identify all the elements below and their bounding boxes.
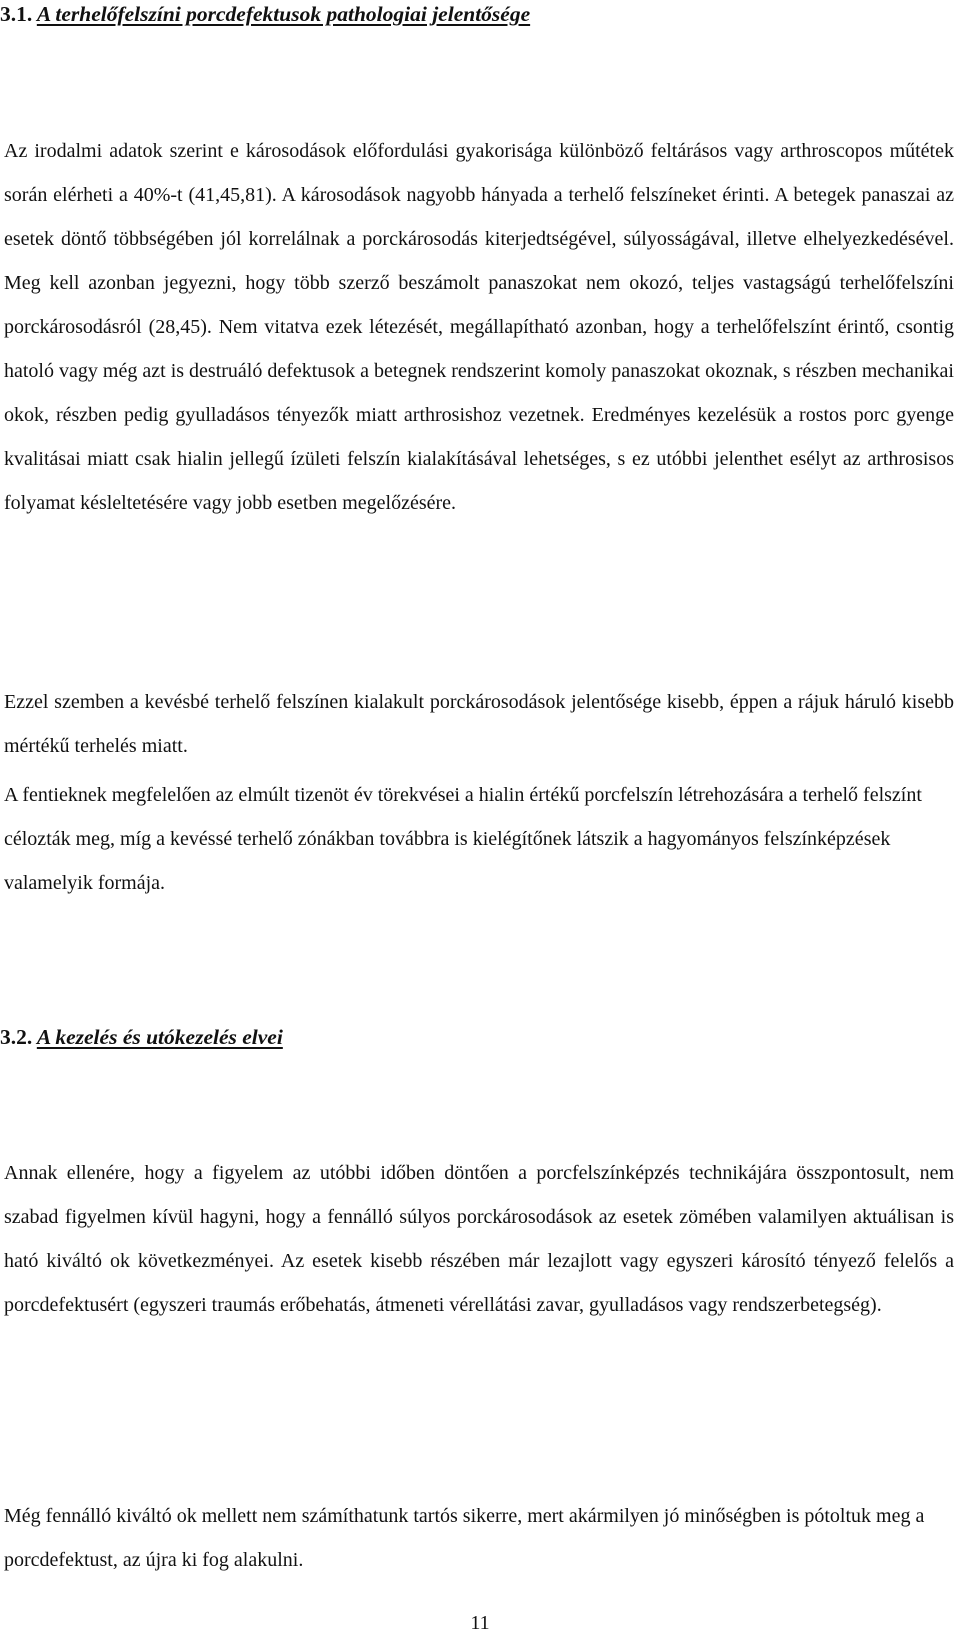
body-paragraph: Annak ellenére, hogy a figyelem az utóbbi időben döntően a porcfelszínképzés technikájára összpontosult, nem szabad figyelmen kívül hagyni, hogy a fennálló súlyos porckárosodások az esetek zömében valamilyen aktuálisan is ható kiváltó ok következményei. Az esetek kisebb részében már lezajlott vagy egyszeri károsító tényező felelős a porcdefektusért (egyszeri traumás erőbehatás, átmeneti vérellátási zavar, gyulladásos vagy rendszerbetegség). [4, 1162, 954, 1316]
section-heading-3-1 [0, 0, 530, 28]
body-paragraph: Az irodalmi adatok szerint e károsodások előfordulási gyakorisága különböző feltárásos vagy arthroscopos műtétek során elérheti a 40%-t (41,45,81). A károsodások nagyobb hányada a terhelő felszíneket érinti. A betegek panaszai az esetek döntő többségében jól korrelálnak a porckárosodás kiterjedtségével, súlyosságával, illetve elhelyezkedésével. Meg kell azonban jegyezni, hogy több szerző beszámolt panaszokat nem okozó, teljes vastagságú terhelőfelszíni porckárosodásról (28,45). Nem vitatva ezek létezését, megállapítható azonban, hogy a terhelőfelszínt érintő, csontig hatoló vagy még azt is destruáló defektusok a betegnek rendszerint komoly panaszokat okoznak, s részben mechanikai okok, részben pedig gyulladásos tényezők miatt arthrosishoz vezetnek. Eredményes kezelésük a rostos porc gyenge kvalitásai miatt csak hialin jellegű ízületi felszín kialakításával lehetséges, s ez utóbbi jelenthet esélyt az arthrosisos folyamat késleltetésére vagy jobb esetben megelőzésére. [4, 140, 954, 514]
section-heading-3-2 [0, 1023, 283, 1051]
body-paragraph: Ezzel szemben a kevésbé terhelő felszínen kialakult porckárosodások jelentősége kisebb, éppen a rájuk háruló kisebb mértékű terhelés miatt. [4, 691, 954, 757]
section-title: A kezelés és utókezelés elvei [36, 1025, 283, 1049]
body-paragraph: Még fennálló kiváltó ok mellett nem számíthatunk tartós sikerre, mert akármilyen jó minőségben is pótoltuk meg a porcdefektust, az újra ki fog alakulni. [4, 1505, 925, 1571]
section-number: 3.1. [0, 2, 33, 26]
body-paragraph: A fentieknek megfelelően az elmúlt tizenöt év törekvései a hialin értékű porcfelszín létrehozására a terhelő felszínt célozták meg, míg a kevéssé terhelő zónákban továbbra is kielégítőnek látszik a hagyományos felszínképzések valamelyik formája. [4, 784, 922, 894]
section-number: 3.2. [0, 1025, 33, 1049]
page-number: 11 [470, 1612, 490, 1634]
section-title: A terhelőfelszíni porcdefektusok pathologiai jelentősége [36, 2, 531, 26]
